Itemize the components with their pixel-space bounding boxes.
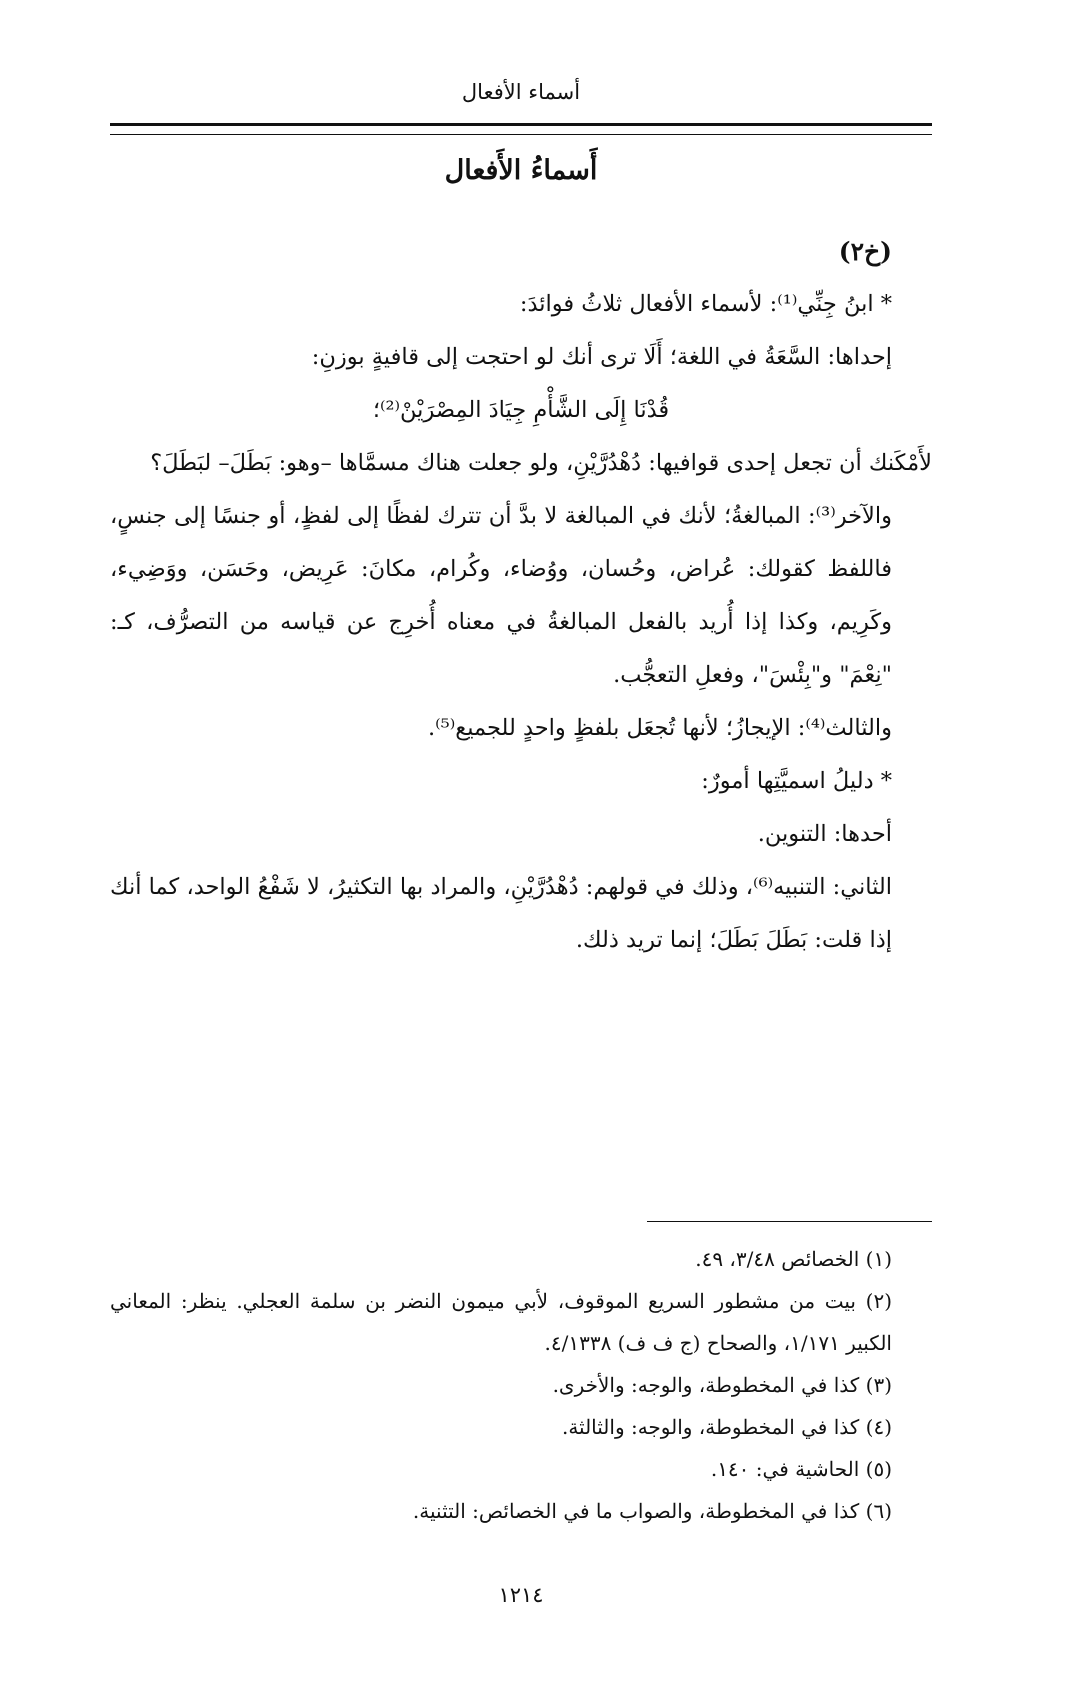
paragraph-5: والثالث⁽⁴⁾: الإيجازُ؛ لأنها تُجعَل بلفظٍ واحدٍ للجميع⁽⁵⁾. (427, 715, 892, 741)
main-text (110, 225, 932, 967)
header-rule-thick (110, 123, 932, 126)
footnote-5: (٥) الحاشية في: ١٤٠. (710, 1457, 892, 1481)
paragraph-6: * دليلُ اسميَّتِها أمورٌ: (701, 768, 892, 794)
running-head: أسماء الأفعال (461, 80, 581, 104)
paragraph-4: والآخر⁽³⁾: المبالغةُ؛ لأنك في المبالغة لا بدَّ أن تترك لفظًا إلى لفظٍ، أو جنسًا إلى جنسٍ، فاللفظ كقولك: عُراض، وحُسان، ووُضاء، وكُرام، مكانَ: عَرِيض، وحَسَن، ووَضِيء، وكَرِيم، وكذا إذا أُريد بالفعل المبالغةُ في معناه أُخرِج عن قياسه من التصرُّف، كـ: "نِعْمَ" و"بِئْسَ"، وفعلِ التعجُّب. (110, 503, 892, 688)
footnotes (110, 1238, 932, 1532)
footnote-1: (١) الخصائص ٣/٤٨، ٤٩. (695, 1247, 892, 1271)
chapter-title: أَسماءُ الأَفعال (444, 155, 598, 186)
header-rule-thin (110, 134, 932, 135)
section-label: (خ٢) (838, 237, 892, 266)
paragraph-7: أحدها: التنوين. (757, 821, 892, 847)
paragraph-3: لأَمْكَنك أن تجعل إحدى قوافيها: دُهْدُرَّيْنِ، ولو جعلت هناك مسمَّاها –وهو: بَطَلَ– لبَطَلَ؟ (150, 450, 932, 476)
paragraph-2: إحداها: السَّعَةُ في اللغة؛ أَلَا ترى أنك لو احتجت إلى قافيةٍ بوزنِ: (311, 344, 892, 370)
footnote-4: (٤) كذا في المخطوطة، والوجه: والثالثة. (561, 1415, 892, 1439)
verse-line: قُدْنَا إِلَى الشَّأْمِ جِيَادَ المِصْرَيْنْ⁽²⁾؛ (372, 397, 670, 423)
paragraph-8: الثاني: التنبيه⁽⁶⁾، وذلك في قولهم: دُهْدُرَّيْنِ، والمراد بها التكثيرُ، لا شَفْعُ الواحد، كما أنك إذا قلت: بَطَلَ بَطَلَ؛ إنما تريد ذلك. (110, 874, 892, 953)
footnote-separator (647, 1221, 932, 1222)
footnote-3: (٣) كذا في المخطوطة، والوجه: والأخرى. (552, 1373, 892, 1397)
paragraph-1: * ابنُ جِنِّي⁽¹⁾: لأسماء الأفعال ثلاثُ فوائدَ: (519, 291, 892, 317)
page-number: ١٢١٤ (498, 1583, 544, 1607)
footnote-2: (٢) بيت من مشطور السريع الموقوف، لأبي ميمون النضر بن سلمة العجلي. ينظر: المعاني الكبير ١/١٧١، والصحاح (ج ف ف) ٤/١٣٣٨. (110, 1289, 892, 1355)
footnote-6: (٦) كذا في المخطوطة، والصواب ما في الخصائص: التثنية. (412, 1499, 892, 1523)
